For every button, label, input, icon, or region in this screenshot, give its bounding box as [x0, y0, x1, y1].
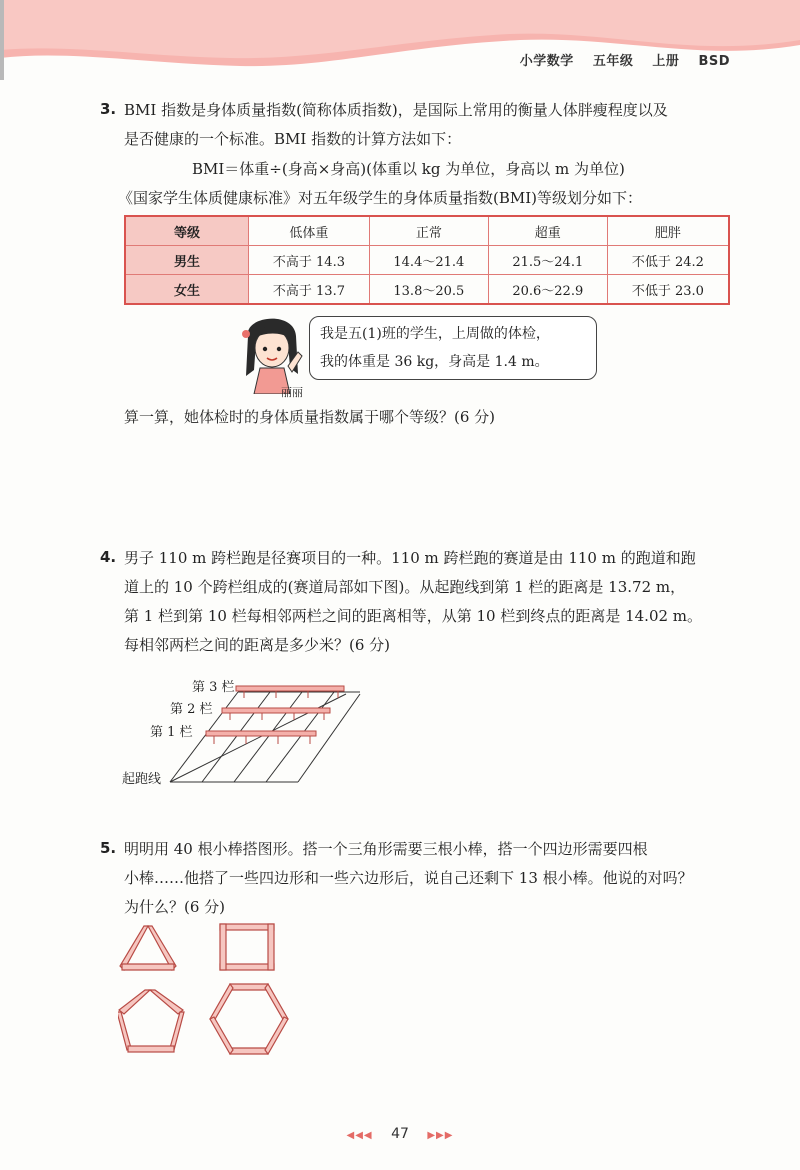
- speech-line2: 我的体重是 36 kg，身高是 1.4 m。: [320, 354, 549, 370]
- table-cell: 14.4～21.4: [369, 246, 488, 275]
- table-row: [125, 246, 729, 275]
- q3-line2: 是否健康的一个标准。BMI 指数的计算方法如下：: [124, 130, 462, 148]
- right-arrows-icon: ▶▶▶: [427, 1130, 454, 1141]
- hurdle3-label: 第 3 栏: [192, 680, 235, 695]
- bmi-table: [124, 215, 730, 305]
- q4-line3: 第 1 栏到第 10 栏每相邻两栏之间的距离相等，从第 10 栏到终点的距离是 14.02 m。: [124, 607, 703, 625]
- table-cell: 不高于 14.3: [249, 246, 370, 275]
- table-cell: 男生: [125, 246, 249, 275]
- stick-shapes-figure: [118, 918, 298, 1068]
- table-cell: 女生: [125, 275, 249, 305]
- header-info: [506, 50, 730, 69]
- hurdle1-label: 第 1 栏: [150, 725, 193, 740]
- q5-line1: 明明用 40 根小棒搭图形。搭一个三角形需要三根小棒，搭一个四边形需要四根: [124, 840, 648, 858]
- q4-line1: 男子 110 m 跨栏跑是径赛项目的一种。110 m 跨栏跑的赛道是由 110 m 的跑道和跑: [124, 549, 696, 567]
- q3-question: 算一算，她体检时的身体质量指数属于哪个等级？(6 分): [124, 408, 496, 426]
- table-cell: 不低于 24.2: [607, 246, 729, 275]
- q3-number: 3.: [100, 100, 117, 118]
- q5-number: 5.: [100, 839, 117, 857]
- table-header-cell: 低体重: [249, 216, 370, 246]
- table-cell: 20.6～22.9: [488, 275, 607, 305]
- table-header-cell: 正常: [369, 216, 488, 246]
- header-subject: 小学数学: [519, 54, 574, 69]
- table-cell: 21.5～24.1: [488, 246, 607, 275]
- header-volume: 上册: [652, 54, 680, 69]
- q4-line2: 道上的 10 个跨栏组成的(赛道局部如下图)。从起跑线到第 1 栏的距离是 13.72 m，: [124, 578, 686, 596]
- table-header-row: [125, 216, 729, 246]
- table-cell: 13.8～20.5: [369, 275, 488, 305]
- table-header-cell: 肥胖: [607, 216, 729, 246]
- page-footer: [0, 1126, 800, 1142]
- q4-number: 4.: [100, 548, 117, 566]
- q3-formula: BMI＝体重÷(身高×身高)(体重以 kg 为单位，身高以 m 为单位): [192, 160, 625, 178]
- q4-line4: 每相邻两栏之间的距离是多少米？(6 分): [124, 636, 391, 654]
- q3-intro: 《国家学生体质健康标准》对五年级学生的身体质量指数(BMI)等级划分如下：: [118, 189, 643, 207]
- header-grade: 五年级: [592, 54, 634, 69]
- hurdle2-label: 第 2 栏: [170, 702, 213, 717]
- table-cell: 不低于 23.0: [607, 275, 729, 305]
- table-header-cell: 等级: [125, 216, 249, 246]
- speech-line1: 我是五(1)班的学生，上周做的体检，: [320, 326, 550, 342]
- start-line-label: 起跑线: [122, 772, 162, 787]
- table-row: [125, 275, 729, 305]
- q5-line2: 小棒……他搭了一些四边形和一些六边形后，说自己还剩下 13 根小棒。他说的对吗？: [124, 869, 693, 887]
- q5-line3: 为什么？(6 分): [124, 898, 226, 916]
- header-edition: BSD: [698, 54, 730, 69]
- left-arrows-icon: ◀◀◀: [346, 1130, 373, 1141]
- page-number: 47: [391, 1126, 409, 1142]
- table-cell: 不高于 13.7: [249, 275, 370, 305]
- girl-illustration: [234, 308, 310, 394]
- q3-line1: BMI 指数是身体质量指数(简称体质指数)，是国际上常用的衡量人体胖瘦程度以及: [124, 101, 668, 119]
- speech-bubble: [309, 316, 597, 380]
- speaker-name: 丽丽: [281, 386, 303, 399]
- table-header-cell: 超重: [488, 216, 607, 246]
